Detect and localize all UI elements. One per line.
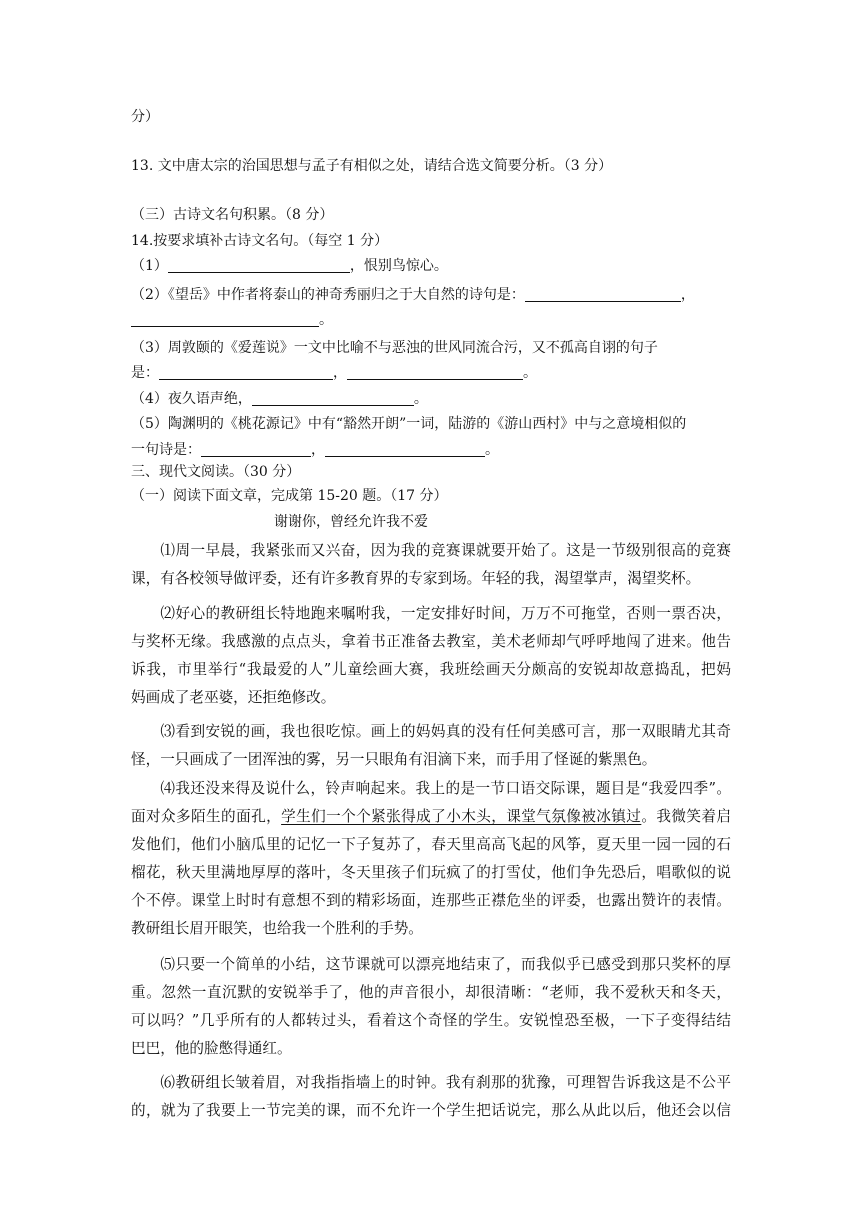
text-line: ⑹教研组长皱着眉，对我指指墙上的时钟。我有刹那的犹豫，可理智告诉我这是不公平 — [160, 1074, 731, 1091]
paragraph-6 — [131, 1069, 731, 1125]
text-line: 重。忽然一直沉默的安锐举手了，他的声音很小，却很清晰：“老师，我不爱秋天和冬天， — [131, 984, 731, 1001]
paragraph-2 — [131, 600, 731, 712]
text-line: 面对众多陌生的面孔，学生们一个个紧张得成了小木头，课堂气氛像被冰镇过。我微笑着启 — [131, 808, 731, 825]
fill-3-comma: ， — [333, 365, 347, 381]
text-line: 教研组长眉开眼笑，也给我一个胜利的手势。 — [131, 920, 423, 937]
fill-4 — [131, 389, 428, 409]
answer-blank[interactable] — [325, 442, 485, 457]
fill-2-line2 — [131, 310, 333, 330]
text-line: 课，有各校领导做评委，还有许多教育界的专家到场。年轻的我，渴望掌声，渴望奖杯。 — [131, 570, 701, 587]
fill-2-end: 。 — [319, 312, 333, 328]
fill-5-comma: ， — [311, 442, 325, 458]
answer-blank[interactable] — [525, 287, 681, 302]
fill-2-text: （2）《望岳》中作者将泰山的神奇秀丽归之于大自然的诗句是： — [131, 287, 525, 303]
fill-3-lead: 是： — [131, 365, 159, 381]
fill-5-line2 — [131, 440, 499, 460]
paragraph-4 — [131, 775, 731, 943]
text-line: ⑸只要一个简单的小结，这节课就可以漂亮地结束了，而我似乎已感受到那只奖杯的厚 — [160, 956, 731, 973]
fill-3-line2 — [131, 363, 537, 383]
fill-2-comma: ， — [680, 287, 695, 303]
text-line: 可以吗？”几乎所有的人都转过头，看着这个奇怪的学生。安锐惶恐至极，一下子变得结结 — [131, 1012, 731, 1029]
answer-blank[interactable] — [159, 365, 333, 380]
reading-1-heading: （一）阅读下面文章，完成第 15-20 题。（17 分） — [131, 488, 448, 504]
text-line: 与奖杯无缘。我感激的点点头，拿着书正准备去教室，美术老师却气呼呼地闯了进来。他告 — [131, 633, 731, 650]
paragraph-3 — [131, 718, 731, 774]
text-line: 个不停。课堂上时时有意想不到的精彩场面，连那些正襟危坐的评委，也露出赞许的表情。 — [131, 892, 731, 909]
answer-blank[interactable] — [131, 312, 319, 327]
fill-4-end: 。 — [413, 391, 428, 407]
answer-blank[interactable] — [252, 391, 414, 406]
answer-blank[interactable] — [168, 258, 350, 273]
text-line: ⑶看到安锐的画，我也很吃惊。画上的妈妈真的没有任何美感可言，那一双眼睛尤其奇 — [160, 723, 731, 740]
fill-5-lead: 一句诗是： — [131, 442, 201, 458]
fill-1-text: ，恨别鸟惊心。 — [349, 258, 448, 274]
text-line: 巴巴，他的脸憋得通红。 — [131, 1040, 292, 1057]
fill-1 — [131, 256, 448, 276]
fill-5-line1: （5）陶渊明的《桃花源记》中有“豁然开朗”一词，陆游的《游山西村》中与之意境相似的 — [131, 416, 687, 432]
q12-tail: 分） — [131, 109, 159, 125]
text-line: 诉我，市里举行“我最爱的人”儿童绘画大赛，我班绘画天分颇高的安锐却故意捣乱，把妈 — [131, 661, 731, 678]
part-3-heading: 三、现代文阅读。（30 分） — [131, 464, 301, 480]
fill-3-end: 。 — [523, 365, 537, 381]
fill-4-num: （4）夜久语声绝， — [131, 391, 252, 407]
text-line: 怪，一只画成了一团浑浊的雾，另一只眼角有泪滴下来，而手用了怪诞的紫黑色。 — [131, 751, 657, 768]
answer-blank[interactable] — [347, 365, 523, 380]
text-line: 妈画成了老巫婆，还拒绝修改。 — [131, 689, 336, 706]
text-line: 发他们，他们小脑瓜里的记忆一下子复苏了，春天里高高飞起的风筝，夏天里一园一园的石 — [131, 836, 731, 853]
text-line: 榴花，秋天里满地厚厚的落叶，冬天里孩子们玩疯了的打雪仗，他们争先恐后，唱歌似的说 — [131, 864, 731, 881]
text-line: ⑵好心的教研组长特地跑来嘱咐我，一定安排好时间，万万不可拖堂，否则一票否决， — [160, 605, 731, 622]
question-14: 14.按要求填补古诗文名句。（每空 1 分） — [131, 233, 389, 249]
paragraph-5 — [131, 951, 731, 1063]
underlined-sentence: 学生们一个个紧张得成了小木头，课堂气氛像被冰镇过 — [281, 808, 642, 825]
fill-3-line1: （3）周敦颐的《爱莲说》一文中比喻不与恶浊的世风同流合污，又不孤高自诩的句子 — [131, 340, 658, 356]
question-13: 13. 文中唐太宗的治国思想与孟子有相似之处，请结合选文简要分析。（3 分） — [131, 158, 613, 174]
text-line: 的，就为了我要上一节完美的课，而不允许一个学生把话说完，那么从此以后，他还会以信 — [131, 1102, 731, 1119]
section-3-heading: （三）古诗文名句积累。（8 分） — [131, 207, 334, 223]
fill-5-end: 。 — [485, 442, 499, 458]
text-line: ⑷我还没来得及说什么，铃声响起来。我上的是一节口语交际课，题目是“我爱四季”。 — [160, 780, 731, 797]
fill-2-line1 — [131, 285, 695, 305]
paragraph-1 — [131, 537, 731, 593]
fill-1-num: （1） — [131, 258, 168, 274]
text-line: ⑴周一早晨，我紧张而又兴奋，因为我的竞赛课就要开始了。这是一节级别很高的竞赛 — [160, 542, 731, 559]
answer-blank[interactable] — [201, 442, 311, 457]
article-title: 谢谢你，曾经允许我不爱 — [274, 514, 428, 530]
